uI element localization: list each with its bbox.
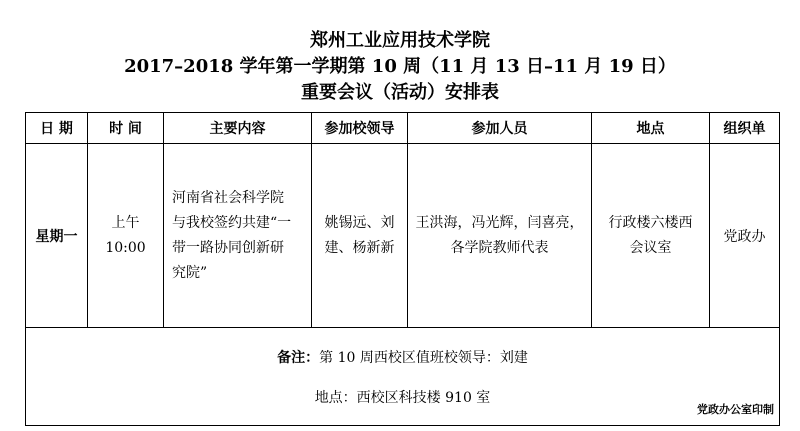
content-line: 带一路协同创新研 [172,239,284,256]
participants-line: 王洪海，冯光辉，闫喜亮， [415,214,584,231]
time-line: 10:00 [105,239,146,256]
table-row [26,144,780,328]
content-line: 与我校签约共建“一 [172,214,292,231]
schedule-table [25,112,780,426]
content-line: 河南省社会科学院 [172,189,284,206]
time-line: 上午 [111,214,140,231]
header-time: 时 间 [88,113,164,144]
header-location: 地点 [592,113,710,144]
cell-organizer: 党政办 [710,144,780,328]
cell-participants [408,144,592,328]
remarks-label: 备注： [277,349,320,366]
cell-content [164,144,312,328]
footer-printed-by: 党政办公室印制 [697,403,774,416]
title-schedule: 重要会议（活动）安排表 [301,82,499,103]
header-content: 主要内容 [164,113,312,144]
table-header-row [26,113,780,144]
participants-line: 各学院教师代表 [450,239,549,256]
cell-date: 星期一 [26,144,88,328]
title-school: 郑州工业应用技术学院 [310,30,490,51]
header-participants: 参加人员 [408,113,592,144]
content-line: 究院” [172,264,208,281]
location-line: 会议室 [629,239,672,256]
remarks-duty-leader: 第 10 周西校区值班校领导：刘建 [319,349,528,366]
location-line: 行政楼六楼西 [608,214,693,231]
remarks-location: 地点：西校区科技楼 910 室 [314,389,491,406]
remarks-row [26,328,780,426]
cell-time [88,144,164,328]
remarks-line-1 [26,345,779,371]
remarks-cell [26,328,780,426]
cell-leaders [312,144,408,328]
document-title-block [0,28,800,106]
header-date: 日 期 [26,113,88,144]
cell-location [592,144,710,328]
title-term: 2017–2018 学年第一学期第 10 周（11 月 13 日–11 月 19 日） [124,56,676,77]
leaders-line: 建、杨新新 [324,239,395,256]
leaders-line: 姚锡远、刘 [324,214,395,231]
header-leaders: 参加校领导 [312,113,408,144]
header-organizer: 组织单 [710,113,780,144]
